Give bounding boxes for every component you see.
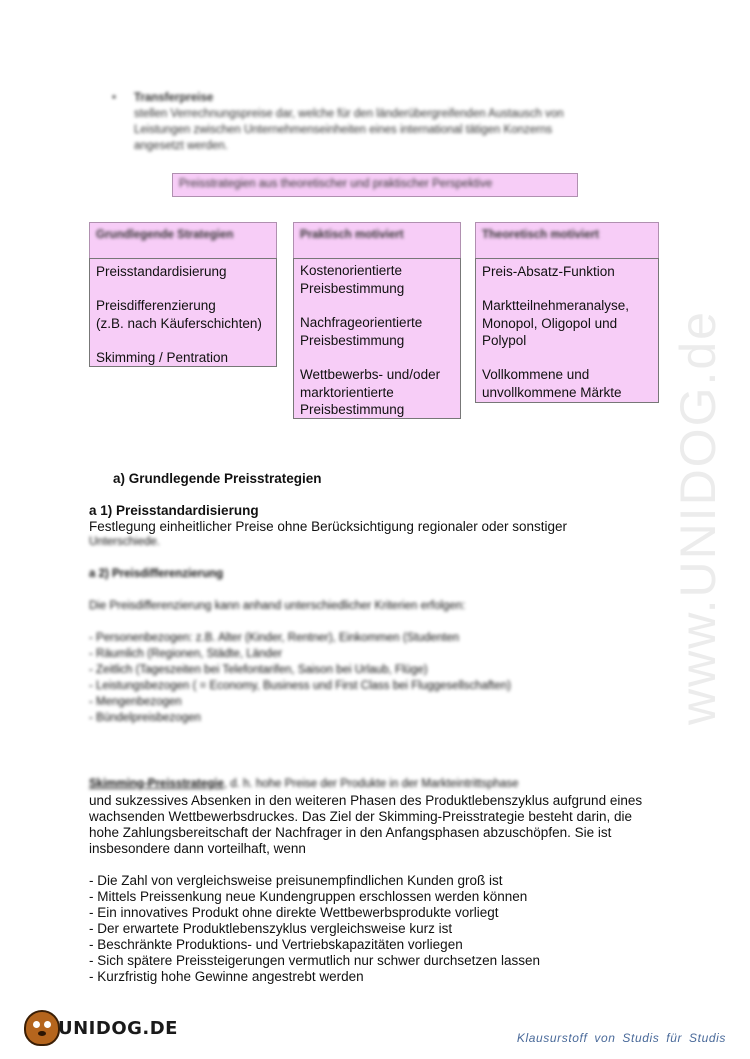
list-item: - Leistungsbezogen ( = Economy, Business und First Class bei Fluggesellschaften) <box>89 680 511 692</box>
dog-mascot-icon <box>24 1010 60 1046</box>
column-line: Polypol <box>482 333 527 348</box>
column-line: Monopol, Oligopol und <box>482 315 618 331</box>
skimming-heading-rest: , d. h. hohe Preise der Produkte in der Markteintrittsphase <box>223 778 519 790</box>
column-header: Theoretisch motiviert <box>482 229 599 241</box>
column-content-box <box>475 258 659 403</box>
paragraph-line: hohe Zahlungsbereitschaft der Nachfrager in den Anfangsphasen abzuschöpfen. Sie ist <box>89 825 612 840</box>
column-line: Preis-Absatz-Funktion <box>482 264 615 279</box>
column-line: (z.B. nach Käuferschichten) <box>96 315 262 331</box>
column-content-box <box>89 258 277 367</box>
skimming-heading-line <box>89 776 519 793</box>
diagram-banner <box>172 173 578 197</box>
list-item: - Sich spätere Preissteigerungen vermutlich nur schwer durchsetzen lassen <box>89 953 540 968</box>
list-item: - Personenbezogen: z.B. Alter (Kinder, Rentner), Einkommen (Studenten <box>89 632 460 644</box>
column-header-box <box>475 222 659 263</box>
list-item: - Zeitlich (Tageszeiten bei Telefontarifen, Saison bei Urlaub, Flüge) <box>89 664 428 676</box>
bullet-icon: • <box>112 92 117 104</box>
list-item: - Ein innovatives Produkt ohne direkte Wettbewerbsprodukte vorliegt <box>89 905 499 920</box>
list-item: - Kurzfristig hohe Gewinne angestrebt werden <box>89 969 364 984</box>
column-header: Praktisch motiviert <box>300 229 404 241</box>
list-item: - Räumlich (Regionen, Städte, Länder <box>89 648 283 660</box>
paragraph-line: wachsenden Wettbewerbsdruckes. Das Ziel der Skimming-Preisstrategie besteht darin, die <box>89 809 632 824</box>
paragraph-line: Festlegung einheitlicher Preise ohne Berücksichtigung regionaler oder sonstiger <box>89 519 568 534</box>
list-item: - Bündelpreisbezogen <box>89 712 201 724</box>
unidog-logo[interactable] <box>24 1010 178 1050</box>
list-item: - Beschränkte Produktions- und Vertriebskapazitäten vorliegen <box>89 937 463 952</box>
footer-tagline: Klausurstoff von Studis für Studis <box>516 1031 726 1045</box>
column-line: Preisstandardisierung <box>96 264 227 279</box>
bullet-title: Transferpreise <box>134 92 214 104</box>
subsection-heading: a 2) Preisdifferenzierung <box>89 568 224 580</box>
list-item: - Die Zahl von vergleichsweise preisunempfindlichen Kunden groß ist <box>89 873 503 888</box>
column-line: marktorientierte <box>300 384 394 400</box>
column-line: Nachfrageorientierte <box>300 315 423 330</box>
column-line: Preisbestimmung <box>300 332 405 348</box>
paragraph-line: und sukzessives Absenken in den weiteren Phasen des Produktlebenszyklus aufgrund eines <box>89 793 643 808</box>
list-item: - Mengenbezogen <box>89 696 182 708</box>
bullet-line: stellen Verrechnungspreise dar, welche für den länderübergreifenden Austausch von <box>134 108 564 120</box>
column-line: unvollkommene Märkte <box>482 384 622 400</box>
column-line: Skimming / Pentration <box>96 349 229 365</box>
column-line: Kostenorientierte <box>300 263 403 278</box>
column-line: Preisbestimmung <box>300 280 405 296</box>
column-line: Vollkommene und <box>482 367 590 382</box>
column-content-box <box>293 258 461 419</box>
paragraph-line: insbesondere dann vorteilhaft, wenn <box>89 841 306 856</box>
section-heading: a) Grundlegende Preisstrategien <box>113 471 322 486</box>
paragraph-line: Die Preisdifferenzierung kann anhand unterschiedlicher Kriterien erfolgen: <box>89 600 466 612</box>
column-header-box <box>293 222 461 263</box>
list-item: - Der erwartete Produktlebenszyklus vergleichsweise kurz ist <box>89 921 453 936</box>
paragraph-line: Unterschiede. <box>89 536 160 548</box>
bullet-line: angesetzt werden. <box>134 140 228 152</box>
banner-text: Preisstrategien aus theoretischer und praktischer Perspektive <box>179 178 493 190</box>
list-item: - Mittels Preissenkung neue Kundengruppen erschlossen werden können <box>89 889 528 904</box>
bullet-body <box>134 106 654 154</box>
subsection-heading: a 1) Preisstandardisierung <box>89 503 259 518</box>
column-line: Marktteilnehmeranalyse, <box>482 298 630 313</box>
watermark-text: www.UNIDOG.de <box>670 310 726 725</box>
column-header: Grundlegende Strategien <box>96 229 234 241</box>
column-header-box <box>89 222 277 263</box>
column-line: Wettbewerbs- und/oder <box>300 367 441 382</box>
column-line: Preisdifferenzierung <box>96 298 216 313</box>
column-line: Preisbestimmung <box>300 402 405 417</box>
logo-wordmark: UNIDOG.DE <box>58 1018 178 1039</box>
skimming-heading: Skimming-Preisstrategie <box>89 778 224 790</box>
bullet-line: Leistungen zwischen Unternehmenseinheiten eines international tätigen Konzerns <box>134 124 553 136</box>
